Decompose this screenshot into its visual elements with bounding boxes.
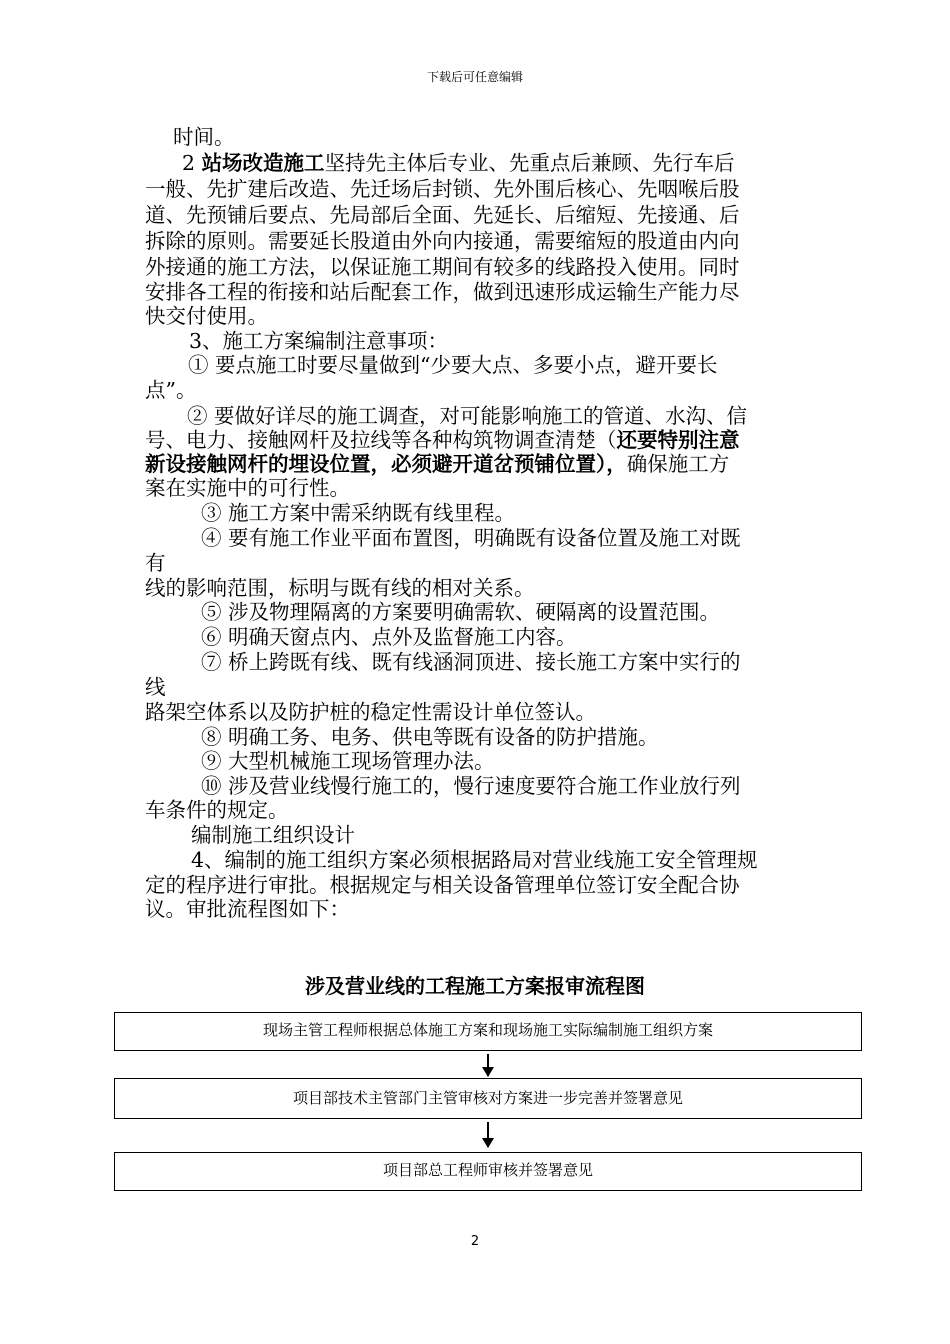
text-line: 拆除的原则。需要延长股道由外向内接通，需要缩短的股道由内向 (145, 229, 740, 253)
flow-step-label: 现场主管工程师根据总体施工方案和现场施工实际编制施工组织方案 (262, 1021, 713, 1039)
flow-step-label: 项目部总工程师审核并签署意见 (382, 1161, 593, 1179)
text-line: 路架空体系以及防护桩的稳定性需设计单位签认。 (145, 700, 596, 724)
text-line: 新设接触网杆的埋设位置，必须避开道岔预铺位置），确保施工方 (145, 452, 730, 476)
text-line: 外接通的施工方法，以保证施工期间有较多的线路投入使用。同时 (145, 255, 740, 279)
page-header: 下载后可任意编辑 (426, 70, 523, 84)
flow-arrow (487, 1054, 489, 1076)
text-line: 有 (145, 551, 166, 575)
text-line: 3、施工方案编制注意事项： (189, 329, 449, 353)
text-line: ⑤ 涉及物理隔离的方案要明确需软、硬隔离的设置范围。 (201, 600, 721, 624)
text-line: 定的程序进行审批。根据规定与相关设备管理单位签订安全配合协 (145, 873, 740, 897)
text-line: 议。审批流程图如下： (145, 897, 350, 921)
text-line: ① 要点施工时要尽量做到“少要大点、多要小点，避开要长 (188, 353, 718, 377)
flow-step-label: 项目部技术主管部门主管审核对方案进一步完善并签署意见 (292, 1089, 683, 1107)
text-line: ③ 施工方案中需采纳既有线里程。 (201, 501, 516, 525)
text-line: ⑥ 明确天窗点内、点外及监督施工内容。 (201, 625, 577, 649)
text-line: ⑨ 大型机械施工现场管理办法。 (201, 749, 495, 773)
text-line: 号、电力、接触网杆及拉线等各种构筑物调查清楚（还要特别注意 (145, 428, 740, 452)
text-line: 线的影响范围，标明与既有线的相对关系。 (145, 576, 535, 600)
text-line: 快交付使用。 (145, 304, 268, 328)
text-line: 时间。 (173, 125, 235, 149)
text-line: 车条件的规定。 (145, 798, 289, 822)
text-line: 点”。 (145, 378, 197, 402)
flowchart-title: 涉及营业线的工程施工方案报审流程图 (305, 974, 645, 998)
flow-step-box (114, 1012, 862, 1051)
flow-step-box (114, 1078, 862, 1119)
text-line: 编制施工组织设计 (191, 823, 355, 847)
flow-arrow (487, 1122, 489, 1147)
text-line: ⑦ 桥上跨既有线、既有线涵洞顶进、接长施工方案中实行的 (201, 650, 741, 674)
text-line: 4、编制的施工组织方案必须根据路局对营业线施工安全管理规 (191, 848, 758, 872)
text-line: ④ 要有施工作业平面布置图，明确既有设备位置及施工对既 (201, 526, 741, 550)
text-line: 一般、先扩建后改造、先迁场后封锁、先外围后核心、先咽喉后股 (145, 177, 740, 201)
text-line: 案在实施中的可行性。 (145, 476, 350, 500)
text-line: ② 要做好详尽的施工调查，对可能影响施工的管道、水沟、信 (187, 404, 748, 428)
text-line: 线 (145, 675, 166, 699)
text-line: 2 站场改造施工坚持先主体后专业、先重点后兼顾、先行车后 (182, 151, 735, 175)
page-number: 2 (470, 1234, 480, 1249)
text-line: 道、先预铺后要点、先局部后全面、先延长、后缩短、先接通、后 (145, 203, 740, 227)
text-line: ⑧ 明确工务、电务、供电等既有设备的防护措施。 (201, 725, 659, 749)
flow-step-box (114, 1152, 862, 1191)
text-line: ⑩ 涉及营业线慢行施工的，慢行速度要符合施工作业放行列 (201, 774, 741, 798)
text-line: 安排各工程的衔接和站后配套工作，做到迅速形成运输生产能力尽 (145, 280, 740, 304)
